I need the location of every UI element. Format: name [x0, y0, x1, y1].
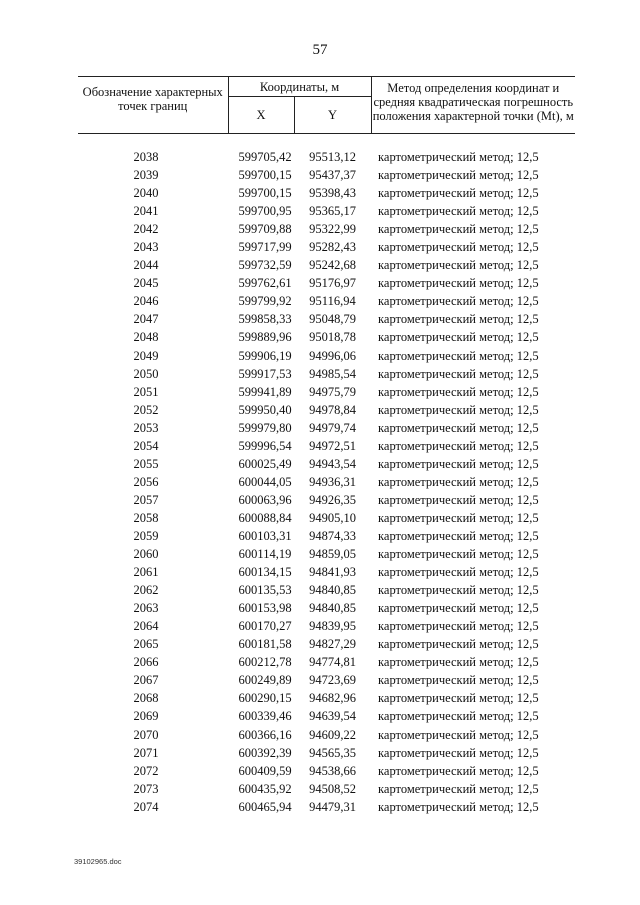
y-coordinate-cell: 94996,06 — [309, 348, 356, 363]
table-row — [78, 220, 575, 238]
y-coordinate-cell: 94979,74 — [309, 420, 356, 435]
y-coordinate-cell: 95242,68 — [309, 258, 356, 273]
x-coordinate-cell: 600170,27 — [238, 619, 292, 634]
point-number-cell: 2058 — [133, 510, 159, 525]
method-cell: картометрический метод; 12,5 — [378, 655, 539, 670]
x-coordinate-cell: 600409,59 — [238, 763, 292, 778]
header-coordinates: Координаты, м — [228, 77, 371, 97]
y-coordinate-cell: 94609,22 — [309, 727, 356, 742]
point-number-cell: 2050 — [133, 366, 159, 381]
x-coordinate-cell: 600339,46 — [238, 709, 292, 724]
method-cell: картометрический метод; 12,5 — [378, 348, 539, 363]
x-coordinate-cell: 600088,84 — [238, 510, 292, 525]
method-cell: картометрический метод; 12,5 — [378, 529, 539, 543]
table-row — [78, 653, 575, 671]
x-coordinate-cell: 600465,94 — [238, 799, 292, 814]
table-row — [78, 581, 575, 599]
method-cell: картометрический метод; 12,5 — [378, 583, 539, 598]
x-coordinate-cell: 599700,15 — [238, 168, 292, 183]
x-coordinate-cell: 599906,19 — [238, 348, 292, 363]
point-number-cell: 2054 — [133, 438, 159, 453]
point-number-cell: 2042 — [133, 222, 159, 237]
method-cell: картометрический метод; 12,5 — [378, 547, 539, 562]
method-cell: картометрический метод; 12,5 — [378, 276, 539, 291]
y-coordinate-cell: 94975,79 — [309, 384, 356, 399]
coordinates-table — [78, 76, 575, 816]
method-cell: картометрический метод; 12,5 — [378, 745, 539, 760]
method-cell: картометрический метод; 12,5 — [378, 420, 539, 435]
method-cell: картометрический метод; 12,5 — [378, 474, 539, 489]
point-number-cell: 2067 — [133, 673, 159, 688]
method-cell: картометрический метод; 12,5 — [378, 601, 539, 616]
y-coordinate-cell: 94479,31 — [309, 799, 356, 814]
page-number: 57 — [312, 42, 328, 58]
table-row — [78, 726, 575, 744]
x-coordinate-cell: 599858,33 — [238, 312, 292, 327]
x-coordinate-cell: 600181,58 — [238, 637, 292, 652]
point-number-cell: 2074 — [133, 799, 159, 814]
method-cell: картометрический метод; 12,5 — [378, 186, 539, 201]
table-row — [78, 383, 575, 401]
x-coordinate-cell: 599700,15 — [238, 186, 292, 201]
x-coordinate-cell: 600366,16 — [238, 727, 292, 742]
table-row — [78, 563, 575, 581]
table-row — [78, 401, 575, 419]
header-x: X — [228, 97, 294, 134]
point-number-cell: 2065 — [133, 637, 159, 652]
y-coordinate-cell: 94859,05 — [309, 547, 356, 562]
point-number-cell: 2047 — [133, 312, 159, 327]
x-coordinate-cell: 600025,49 — [238, 456, 292, 471]
y-coordinate-cell: 94985,54 — [309, 366, 356, 381]
table-row — [78, 202, 575, 220]
method-cell: картометрический метод; 12,5 — [378, 565, 539, 580]
y-coordinate-cell: 94936,31 — [309, 474, 356, 489]
table-row — [78, 798, 575, 816]
x-coordinate-cell: 600134,15 — [238, 565, 292, 580]
method-cell: картометрический метод; 12,5 — [378, 150, 539, 165]
table-row — [78, 707, 575, 725]
method-cell: картометрический метод; 12,5 — [378, 456, 539, 471]
header-y: Y — [294, 97, 371, 134]
y-coordinate-cell: 94874,33 — [309, 529, 356, 543]
method-cell: картометрический метод; 12,5 — [378, 709, 539, 724]
method-cell: картометрический метод; 12,5 — [378, 402, 539, 417]
table-row — [78, 292, 575, 310]
method-cell: картометрический метод; 12,5 — [378, 222, 539, 237]
table-row — [78, 545, 575, 563]
point-number-cell: 2038 — [133, 150, 159, 165]
y-coordinate-cell: 94565,35 — [309, 745, 356, 760]
table-row — [78, 437, 575, 455]
x-coordinate-cell: 599732,59 — [238, 258, 292, 273]
point-number-cell: 2070 — [133, 727, 159, 742]
table-body — [78, 134, 575, 816]
x-coordinate-cell: 600135,53 — [238, 583, 292, 598]
method-cell: картометрический метод; 12,5 — [378, 727, 539, 742]
point-number-cell: 2071 — [133, 745, 159, 760]
method-cell: картометрический метод; 12,5 — [378, 619, 539, 634]
table-row — [78, 491, 575, 509]
table-row — [78, 274, 575, 292]
method-cell: картометрический метод; 12,5 — [378, 366, 539, 381]
y-coordinate-cell: 94905,10 — [309, 510, 356, 525]
y-coordinate-cell: 95398,43 — [309, 186, 356, 201]
point-number-cell: 2066 — [133, 655, 159, 670]
y-coordinate-cell: 94723,69 — [309, 673, 356, 688]
x-coordinate-cell: 599799,92 — [238, 294, 292, 309]
x-coordinate-cell: 599941,89 — [238, 384, 292, 399]
point-number-cell: 2073 — [133, 781, 159, 796]
table-row — [78, 328, 575, 346]
method-cell: картометрический метод; 12,5 — [378, 294, 539, 309]
x-coordinate-cell: 599762,61 — [238, 276, 292, 291]
x-coordinate-cell: 600392,39 — [238, 745, 292, 760]
y-coordinate-cell: 95176,97 — [309, 276, 356, 291]
x-coordinate-cell: 600290,15 — [238, 691, 292, 706]
method-cell: картометрический метод; 12,5 — [378, 204, 539, 219]
y-coordinate-cell: 95116,94 — [309, 294, 356, 309]
table-row — [78, 166, 575, 184]
point-number-cell: 2046 — [133, 294, 159, 309]
y-coordinate-cell: 95437,37 — [309, 168, 356, 183]
x-coordinate-cell: 600435,92 — [238, 781, 292, 796]
method-cell: картометрический метод; 12,5 — [378, 673, 539, 688]
point-number-cell: 2039 — [133, 168, 159, 183]
x-coordinate-cell: 599700,95 — [238, 204, 292, 219]
table-row — [78, 780, 575, 798]
point-number-cell: 2068 — [133, 691, 159, 706]
header-point-designation: Обозначение характерных точек границ — [78, 77, 228, 134]
x-coordinate-cell: 599950,40 — [238, 402, 292, 417]
table-spacer — [78, 134, 575, 149]
y-coordinate-cell: 94978,84 — [309, 402, 356, 417]
point-number-cell: 2063 — [133, 601, 159, 616]
y-coordinate-cell: 95048,79 — [309, 312, 356, 327]
x-coordinate-cell: 600114,19 — [238, 547, 292, 562]
y-coordinate-cell: 94943,54 — [309, 456, 356, 471]
header-method: Метод определения координат и средняя квадратическая погрешность положения характерной точки (Mt), м — [371, 77, 575, 134]
y-coordinate-cell: 95282,43 — [309, 240, 356, 255]
method-cell: картометрический метод; 12,5 — [378, 691, 539, 706]
point-number-cell: 2064 — [133, 619, 159, 634]
point-number-cell: 2069 — [133, 709, 159, 724]
point-number-cell: 2072 — [133, 763, 159, 778]
table-row — [78, 509, 575, 527]
y-coordinate-cell: 95018,78 — [309, 330, 356, 345]
table-header — [78, 77, 575, 134]
method-cell: картометрический метод; 12,5 — [378, 330, 539, 345]
method-cell: картометрический метод; 12,5 — [378, 312, 539, 327]
method-cell: картометрический метод; 12,5 — [378, 240, 539, 255]
x-coordinate-cell: 599709,88 — [238, 222, 292, 237]
y-coordinate-cell: 95365,17 — [309, 204, 356, 219]
x-coordinate-cell: 599917,53 — [238, 366, 292, 381]
point-number-cell: 2057 — [133, 492, 159, 507]
point-number-cell: 2051 — [133, 384, 159, 399]
y-coordinate-cell: 94841,93 — [309, 565, 356, 580]
y-coordinate-cell: 94839,95 — [309, 619, 356, 634]
point-number-cell: 2053 — [133, 420, 159, 435]
point-number-cell: 2062 — [133, 583, 159, 598]
table-row — [78, 689, 575, 707]
x-coordinate-cell: 600044,05 — [238, 474, 292, 489]
table-row — [78, 365, 575, 383]
point-number-cell: 2059 — [133, 529, 159, 543]
method-cell: картометрический метод; 12,5 — [378, 510, 539, 525]
y-coordinate-cell: 94926,35 — [309, 492, 356, 507]
table-row — [78, 473, 575, 491]
method-cell: картометрический метод; 12,5 — [378, 763, 539, 778]
table-row — [78, 635, 575, 653]
x-coordinate-cell: 600249,89 — [238, 673, 292, 688]
table-row — [78, 347, 575, 365]
x-coordinate-cell: 599996,54 — [238, 438, 292, 453]
y-coordinate-cell: 94508,52 — [309, 781, 356, 796]
table-row — [78, 671, 575, 689]
table-row — [78, 617, 575, 635]
table-row — [78, 762, 575, 780]
point-number-cell: 2041 — [133, 204, 159, 219]
point-number-cell: 2061 — [133, 565, 159, 580]
y-coordinate-cell: 94538,66 — [309, 763, 356, 778]
table-row — [78, 148, 575, 166]
x-coordinate-cell: 599705,42 — [238, 150, 292, 165]
y-coordinate-cell: 94840,85 — [309, 601, 356, 616]
table-row — [78, 455, 575, 473]
x-coordinate-cell: 600103,31 — [238, 529, 292, 543]
point-number-cell: 2052 — [133, 402, 159, 417]
y-coordinate-cell: 94774,81 — [309, 655, 356, 670]
method-cell: картометрический метод; 12,5 — [378, 168, 539, 183]
method-cell: картометрический метод; 12,5 — [378, 258, 539, 273]
y-coordinate-cell: 94840,85 — [309, 583, 356, 598]
point-number-cell: 2044 — [133, 258, 159, 273]
method-cell: картометрический метод; 12,5 — [378, 384, 539, 399]
point-number-cell: 2060 — [133, 547, 159, 562]
document-filename: 39102965.doc — [74, 857, 122, 866]
x-coordinate-cell: 599717,99 — [238, 240, 292, 255]
method-cell: картометрический метод; 12,5 — [378, 637, 539, 652]
point-number-cell: 2055 — [133, 456, 159, 471]
method-cell: картометрический метод; 12,5 — [378, 438, 539, 453]
point-number-cell: 2043 — [133, 240, 159, 255]
point-number-cell: 2048 — [133, 330, 159, 345]
table-row — [78, 599, 575, 617]
y-coordinate-cell: 94682,96 — [309, 691, 356, 706]
y-coordinate-cell: 95322,99 — [309, 222, 356, 237]
table-row — [78, 419, 575, 437]
y-coordinate-cell: 94639,54 — [309, 709, 356, 724]
x-coordinate-cell: 599889,96 — [238, 330, 292, 345]
table-row — [78, 744, 575, 762]
table-row — [78, 256, 575, 274]
x-coordinate-cell: 600063,96 — [238, 492, 292, 507]
point-number-cell: 2040 — [133, 186, 159, 201]
x-coordinate-cell: 600153,98 — [238, 601, 292, 616]
x-coordinate-cell: 599979,80 — [238, 420, 292, 435]
table-row — [78, 310, 575, 328]
point-number-cell: 2056 — [133, 474, 159, 489]
method-cell: картометрический метод; 12,5 — [378, 799, 539, 814]
y-coordinate-cell: 95513,12 — [309, 150, 356, 165]
point-number-cell: 2045 — [133, 276, 159, 291]
method-cell: картометрический метод; 12,5 — [378, 492, 539, 507]
table-row — [78, 238, 575, 256]
table-row — [78, 527, 575, 545]
table-row — [78, 184, 575, 202]
point-number-cell: 2049 — [133, 348, 159, 363]
x-coordinate-cell: 600212,78 — [238, 655, 292, 670]
method-cell: картометрический метод; 12,5 — [378, 781, 539, 796]
y-coordinate-cell: 94827,29 — [309, 637, 356, 652]
y-coordinate-cell: 94972,51 — [309, 438, 356, 453]
